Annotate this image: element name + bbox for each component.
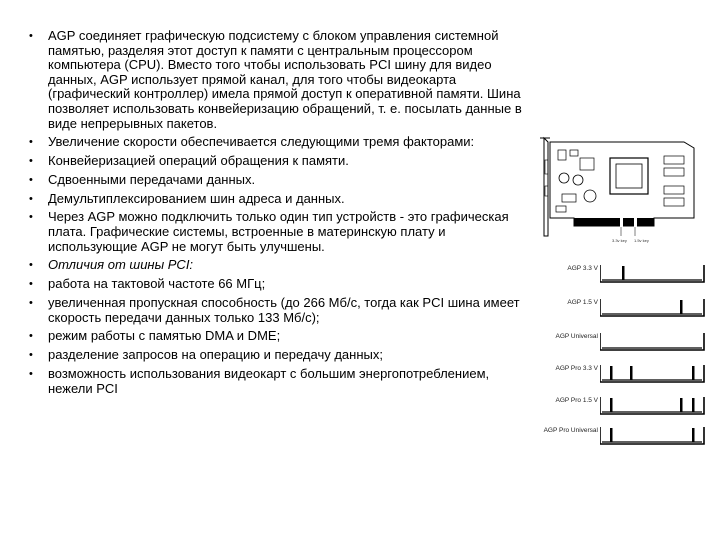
bullet-dot: • bbox=[29, 259, 33, 272]
bullet-dot: • bbox=[29, 155, 33, 168]
bullet-item-heading bbox=[28, 258, 533, 273]
bullet-list bbox=[28, 29, 533, 400]
key-pro-right bbox=[692, 428, 695, 442]
connector-row bbox=[536, 394, 712, 416]
bullet-dot: • bbox=[29, 367, 33, 380]
bullet-dot: • bbox=[29, 211, 33, 224]
bullet-dot: • bbox=[29, 349, 33, 362]
bullet-text: Конвейеризацией операций обращения к памяти. bbox=[48, 153, 349, 169]
connector-row bbox=[536, 296, 712, 318]
bullet-item bbox=[28, 367, 533, 396]
bullet-dot: • bbox=[29, 278, 33, 291]
bullet-item bbox=[28, 135, 533, 150]
bullet-item bbox=[28, 348, 533, 363]
key-pro-left bbox=[610, 398, 613, 412]
bullet-text: возможность использования видеокарт с большим энергопотреблением, нежели PCI bbox=[48, 365, 490, 396]
connector-label: AGP Pro 1.5 V bbox=[555, 397, 598, 404]
connector-row bbox=[536, 330, 712, 352]
connector-agp-pro-3v3 bbox=[600, 362, 708, 384]
bullet-dot: • bbox=[29, 136, 33, 149]
connector-agp-1v5 bbox=[600, 296, 708, 318]
agp-card-illustration bbox=[534, 136, 710, 248]
key-label-right: 1.5v key bbox=[634, 238, 649, 243]
bullet-item bbox=[28, 154, 533, 169]
bullet-text: увеличенная пропускная способность (до 266 Мб/с, тогда как PCI шина имеет скорость передачи данных только 133 Мб/с); bbox=[48, 295, 520, 325]
key-pro-right bbox=[692, 366, 695, 380]
bullet-item bbox=[28, 296, 533, 325]
connector-agp-pro-universal bbox=[600, 424, 708, 446]
key-pro-left bbox=[610, 428, 613, 442]
bullet-item bbox=[28, 277, 533, 292]
bullet-text: Сдвоенными передачами данных. bbox=[48, 171, 256, 187]
bullet-text: Отличия от шины PCI: bbox=[48, 257, 194, 273]
key-right bbox=[622, 266, 625, 280]
bullet-item bbox=[28, 329, 533, 344]
bullet-dot: • bbox=[29, 192, 33, 205]
bullet-item bbox=[28, 210, 533, 254]
bullet-text: разделение запросов на операцию и передачу данных; bbox=[48, 347, 383, 363]
key-left bbox=[680, 300, 683, 314]
key-pro-right bbox=[692, 398, 695, 412]
key-label-left: 3.3v key bbox=[612, 238, 627, 243]
connector-row bbox=[536, 362, 712, 384]
connector-agp-pro-1v5 bbox=[600, 394, 708, 416]
bullet-text: режим работы с памятью DMA и DME; bbox=[48, 328, 281, 344]
key-left bbox=[680, 398, 683, 412]
bullet-text: Увеличение скорости обеспечивается следующими тремя факторами: bbox=[48, 134, 475, 150]
agp-card-drawing bbox=[534, 136, 710, 248]
bullet-text: Через AGP можно подключить только один тип устройств - это графическая плата. Графические системы, встроенные в материнскую плату и использующие AGP не могут быть улучшены. bbox=[48, 209, 509, 254]
bullet-dot: • bbox=[29, 173, 33, 186]
bullet-dot: • bbox=[29, 330, 33, 343]
connector-row bbox=[536, 262, 712, 284]
connector-label: AGP Pro Universal bbox=[543, 427, 598, 434]
connector-label: AGP Pro 3.3 V bbox=[555, 365, 598, 372]
bullet-text: AGP соединяет графическую подсистему с блоком управления системной памятью, разделяя этот доступ к памяти с центральным процессором компьютера (CPU). Вместо того чтобы использовать PCI шину для видео данных, AGP использует прямой канал, для того чтобы видеокарта (графический контроллер) имела прямой доступ к оперативной памяти. Шина позволяет использовать конвейеризацию обращений, т. е. посылать данные в виде непрерывных пакетов. bbox=[48, 28, 522, 131]
bullet-text: работа на тактовой частоте 66 МГц; bbox=[48, 276, 266, 292]
bullet-item bbox=[28, 29, 533, 131]
connector-label: AGP Universal bbox=[555, 333, 598, 340]
bullet-dot: • bbox=[29, 30, 33, 42]
bullet-item bbox=[28, 192, 533, 207]
bullet-text: Демультиплексированием шин адреса и данных. bbox=[48, 190, 345, 206]
key-right bbox=[630, 366, 633, 380]
connector-agp-universal bbox=[600, 330, 708, 352]
key-pro-left bbox=[610, 366, 613, 380]
connector-label: AGP 3.3 V bbox=[567, 265, 598, 272]
bullet-item bbox=[28, 173, 533, 188]
connector-agp-3v3 bbox=[600, 262, 708, 284]
connector-row bbox=[536, 424, 712, 446]
connector-label: AGP 1.5 V bbox=[567, 299, 598, 306]
bullet-dot: • bbox=[29, 297, 33, 309]
